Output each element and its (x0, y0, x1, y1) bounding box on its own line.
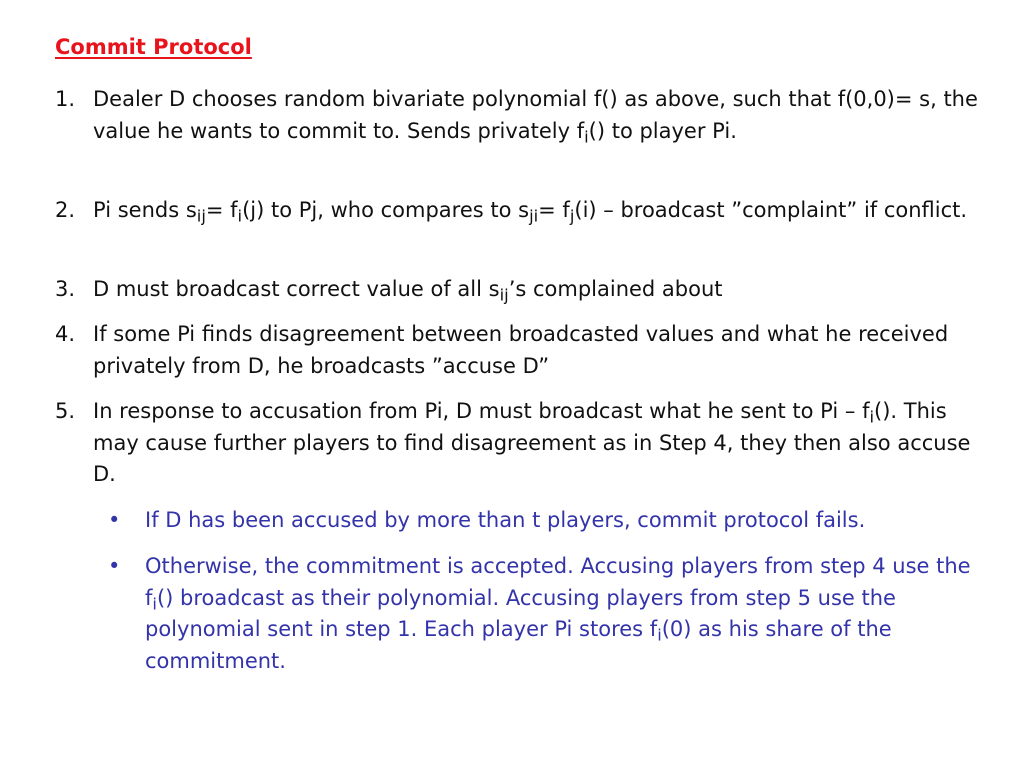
sub-bullet (108, 505, 988, 537)
subscript: j (569, 206, 575, 226)
subscript: i (584, 127, 589, 147)
sub-bullet (108, 551, 988, 677)
subscript: ji (529, 206, 539, 226)
item-text: D must broadcast correct value of all $s_{ij}’s$ complained about (93, 277, 723, 305)
item-text: Dealer D chooses random bivariate polynomial f() as above, such that f(0,0)= s, the value he wants to commit to. Sends privately $f_i()$ to player Pi. (93, 87, 978, 147)
sub-bullet-text: Otherwise, the commitment is accepted. Accusing players from step 4 use the $f_i()$ broadcast as their polynomial. Accusing players from step 5 use the polynomial sent in step 1. Each player Pi stores $f_i(0)$ as his share of the commitment. (145, 554, 971, 673)
item-number: 3. (55, 277, 76, 301)
item-text: Pi sends $s_{ij}= f_i(j)$ to Pj, who compares to $s_{ji}= f_j(i)$ – broadcast ”complaint” if conflict. (93, 198, 968, 226)
subscript: ij (499, 285, 509, 305)
subscript: i (869, 407, 875, 427)
list-item (55, 396, 985, 491)
item-number: 1. (55, 87, 76, 111)
subscript: i (237, 206, 243, 226)
list-item (55, 84, 985, 147)
bullet-marker: • (108, 508, 121, 532)
item-number: 5. (55, 399, 76, 423)
subscript: ij (196, 206, 206, 226)
item-number: 4. (55, 322, 76, 346)
subscript: i (657, 625, 662, 645)
item-text: In response to accusation from Pi, D must broadcast what he sent to Pi – $f_i()$. This may cause further players to find disagreement as in Step 4, they then also accuse D. (93, 399, 971, 486)
bullet-marker: • (108, 554, 121, 578)
list-item (55, 274, 985, 306)
list-item (55, 319, 985, 382)
item-text: If some Pi finds disagreement between broadcasted values and what he received privately from D, he broadcasts ”accuse D” (93, 322, 949, 378)
slide-title: Commit Protocol (55, 35, 252, 59)
item-number: 2. (55, 198, 76, 222)
sub-bullet-text: If D has been accused by more than t players, commit protocol fails. (145, 508, 866, 532)
list-item (55, 195, 985, 227)
subscript: i (152, 594, 157, 614)
